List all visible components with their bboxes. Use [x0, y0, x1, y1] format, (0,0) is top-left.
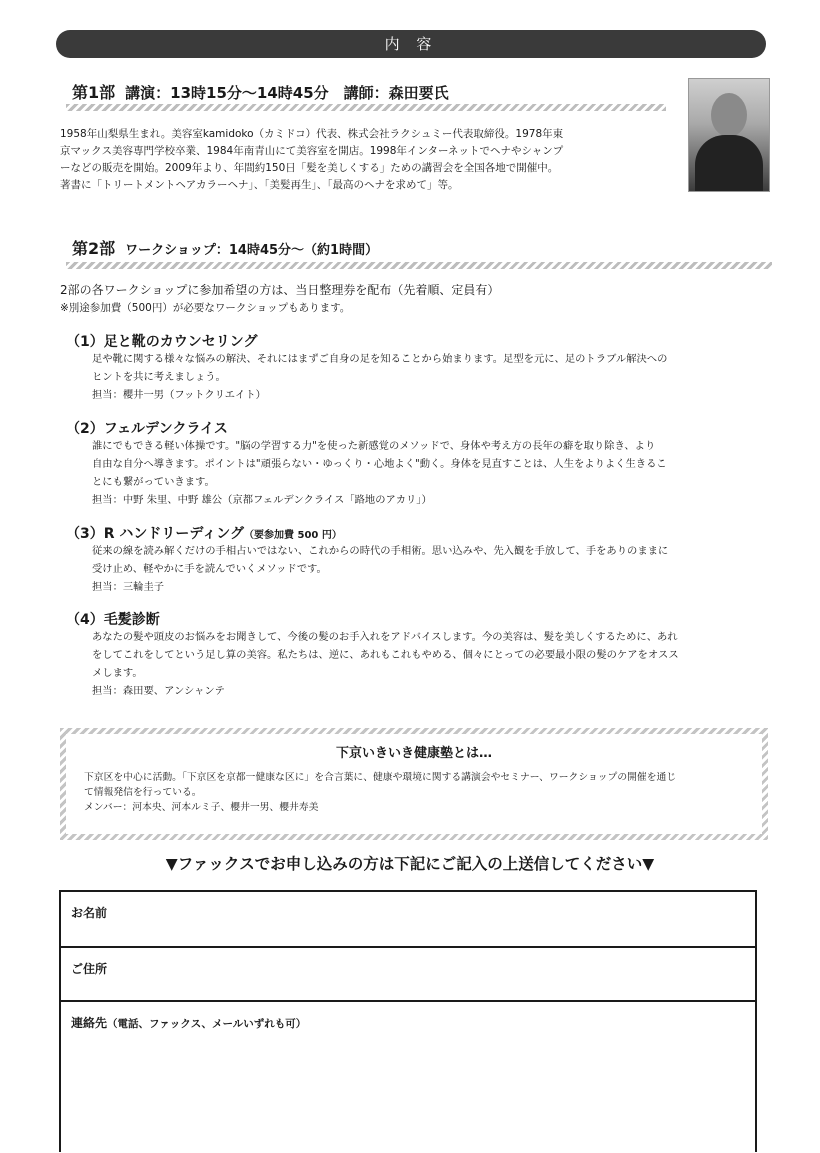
- part1-heading: [72, 80, 449, 103]
- workshop-1-desc: ヒントを共に考えましょう。: [92, 371, 226, 383]
- part1-bio-line: 1958年山梨県生まれ。美容室kamidoko（カミドコ）代表、株式会社ラクシュミー代表取締役。1978年東: [60, 128, 564, 140]
- workshop-3-staff: 担当：三輪圭子: [92, 581, 165, 593]
- organization-desc: 下京区を中心に活動。「下京区を京都一健康な区に」を合言葉に、健康や環境に関する講演会やセミナー、ワークショップの開催を通じ: [84, 772, 677, 783]
- part2-heading: [72, 236, 378, 259]
- part1-number: 第1部: [72, 83, 116, 102]
- section-header: [56, 30, 766, 58]
- part1-bio-line: 著書に「トリートメントヘアカラーヘナ」、「美髪再生」、「最高のヘナを求めて」等。: [60, 179, 459, 191]
- workshop-1-title: （1）足と靴のカウンセリング: [66, 334, 258, 350]
- workshop-4-desc: メします。: [92, 667, 143, 679]
- part1-title: 講演：13時15分〜14時45分 講師：森田要氏: [125, 84, 449, 102]
- workshop-4-staff: 担当：森田要、アンシャンテ: [92, 685, 225, 697]
- part2-stripe: [66, 262, 772, 269]
- part2-number: 第2部: [72, 239, 116, 258]
- part1-bio-line: ーなどの販売を開始。2009年より、年間約150日「髪を美しくする」ための講習会を全国各地で開催中。: [60, 162, 559, 174]
- contact-note: （電話、ファックス、メールいずれも可）: [107, 1018, 307, 1030]
- workshop-4-title: （4）毛髪診断: [66, 612, 160, 628]
- organization-title: 下京いきいき健康塾とは…: [335, 746, 492, 761]
- organization-members: メンバー：河本央、河本ルミ子、櫻井一男、櫻井寿美: [84, 802, 319, 813]
- workshop-3-desc: 受け止め、軽やかに手を読んでいくメソッドです。: [92, 563, 327, 575]
- section-title: 内 容: [384, 35, 438, 53]
- workshop-1-staff: 担当：櫻井一男（フットクリエイト）: [92, 389, 266, 401]
- part2-title: ワークショップ：14時45分〜（約1時間）: [125, 243, 379, 258]
- speaker-photo: [688, 78, 770, 192]
- fax-form: [59, 890, 757, 1152]
- part2-note: ※別途参加費（500円）が必要なワークショップもあります。: [60, 302, 351, 314]
- fax-instruction: ▼ファックスでお申し込みの方は下記にご記入の上送信してください▼: [165, 855, 655, 873]
- address-field[interactable]: [61, 948, 755, 1002]
- name-field[interactable]: [61, 892, 755, 948]
- contact-label: 連絡先（電話、ファックス、メールいずれも可）: [71, 1016, 307, 1030]
- workshop-2-desc: とにも繋がっていきます。: [92, 476, 215, 488]
- contact-field[interactable]: [61, 1002, 755, 1152]
- workshop-3-desc: 従来の線を読み解くだけの手相占いではない、これからの時代の手相術。思い込みや、先入観を手放して、手をありのままに: [92, 545, 669, 557]
- organization-desc: て情報発信を行っている。: [84, 787, 202, 798]
- workshop-2-title: （2）フェルデンクライス: [66, 421, 228, 437]
- part2-intro: 2部の各ワークショップに参加希望の方は、当日整理券を配布（先着順、定員有）: [60, 283, 500, 297]
- workshop-3-title: （3）R ハンドリーディング（要参加費 500 円）: [66, 526, 342, 542]
- workshop-2-desc: 自由な自分へ導きます。ポイントは"頑張らない・ゆっくり・心地よく"動く。身体を見直すことは、人生をよりよく生きるこ: [92, 458, 667, 470]
- workshop-4-desc: あなたの髪や頭皮のお悩みをお聞きして、今後の髪のお手入れをアドバイスします。今の美容は、髪を美しくするために、あれ: [92, 631, 678, 643]
- organization-info-box: [60, 728, 768, 840]
- part1-bio-line: 京マックス美容専門学校卒業、1984年南青山にて美容室を開店。1998年インターネットでヘナやシャンプ: [60, 145, 564, 157]
- workshop-2-staff: 担当：中野 朱里、中野 雄公（京都フェルデンクライス「路地のアカリ」）: [92, 494, 432, 506]
- workshop-4-desc: をしてこれをしてという足し算の美容。私たちは、逆に、あれもこれもやめる、個々にとっての必要最小限の髪のケアをオスス: [92, 649, 679, 661]
- workshop-1-desc: 足や靴に関する様々な悩みの解決、それにはまずご自身の足を知ることから始まります。足型を元に、足のトラブル解決への: [92, 353, 668, 365]
- part1-stripe: [66, 104, 666, 111]
- address-label: ご住所: [71, 962, 108, 976]
- workshop-2-desc: 誰にでもできる軽い体操です。"脳の学習する力"を使った新感覚のメソッドで、身体や考え方の長年の癖を取り除き、より: [92, 440, 656, 452]
- workshop-3-fee: （要参加費 500 円）: [244, 530, 342, 541]
- name-label: お名前: [71, 906, 108, 920]
